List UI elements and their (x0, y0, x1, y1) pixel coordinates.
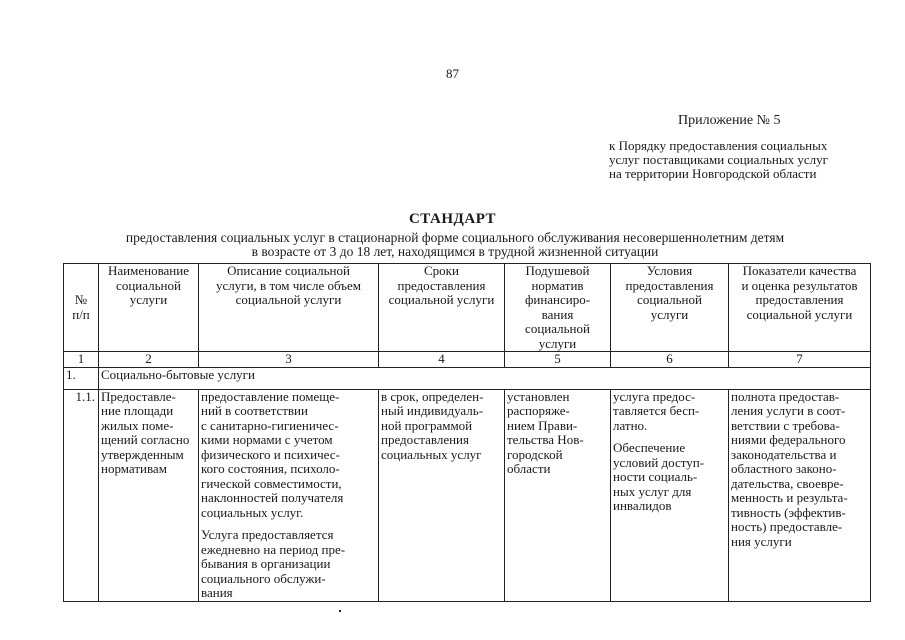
header-service-name: Наименование социальной услуги (99, 264, 199, 352)
document-subtitle: предоставления социальных услуг в стационарной форме социального обслуживания несовершеннолетним детям в возрасте от 3 до 18 лет, находящимся в трудной жизненной ситуации (125, 230, 785, 259)
ink-dot (339, 610, 341, 612)
row-service-name: Предоставле- ние площади жилых поме- щений согласно утвержденным нормативам (99, 389, 199, 601)
row-funding: установлен распоряже- нием Прави- тельства Нов- городской области (505, 389, 611, 601)
row-conditions-accessibility: Обеспечение условий доступ- ности социаль- ных услуг для инвалидов (613, 440, 705, 513)
table-row (64, 389, 871, 601)
column-numbers-row (64, 352, 871, 368)
header-quality: Показатели качества и оценка результатов предоставления социальной услуги (729, 264, 871, 352)
header-terms: Сроки предоставления социальной услуги (379, 264, 505, 352)
row-terms: в срок, определен- ный индивидуаль- ной программой предоставления социальных услуг (379, 389, 505, 601)
column-number: 6 (611, 352, 729, 368)
column-number: 1 (64, 352, 99, 368)
header-number: № п/п (64, 264, 99, 352)
column-number: 7 (729, 352, 871, 368)
row-quality: полнота предостав- ления услуги в соот- ветствии с требова- ниями федерального законодательства и областного законо- дательства, своевре- менность и результа- тивность (эффектив- ность) предоставле- ния услуги (729, 389, 871, 601)
column-number: 5 (505, 352, 611, 368)
standard-table (63, 263, 871, 602)
row-description-text: предоставление помеще- ний в соответствии с санитарно-гигиеничес- кими нормами с учетом физического и психичес- кого состояния, психоло- гической совместимости, наклонностей получателя социальных услуг. (201, 388, 344, 520)
row-description (199, 389, 379, 601)
row-number: 1.1. (64, 389, 99, 601)
header-description: Описание социальной услуги, в том числе объем социальной услуги (199, 264, 379, 352)
appendix-title: Приложение № 5 (678, 113, 781, 128)
column-number: 4 (379, 352, 505, 368)
document-title: СТАНДАРТ (408, 211, 497, 227)
appendix-note: к Порядку предоставления социальных услуг поставщиками социальных услуг на территории Новгородской области (609, 138, 828, 181)
header-conditions: Условия предоставления социальной услуги (611, 264, 729, 352)
table-header-row (64, 264, 871, 352)
section-title: Социально-бытовые услуги (99, 367, 871, 389)
column-number: 2 (99, 352, 199, 368)
row-description-frequency: Услуга предоставляется ежедневно на период пре- бывания в организации социального обслужи- вания (201, 527, 346, 600)
section-row (64, 367, 871, 389)
row-conditions-text: услуга предос- тавляется бесп- латно. (613, 388, 700, 433)
page-number: 87 (446, 66, 459, 81)
column-number: 3 (199, 352, 379, 368)
header-funding: Подушевой норматив финансиро- вания социальной услуги (505, 264, 611, 352)
section-number: 1. (64, 367, 99, 389)
row-conditions (611, 389, 729, 601)
